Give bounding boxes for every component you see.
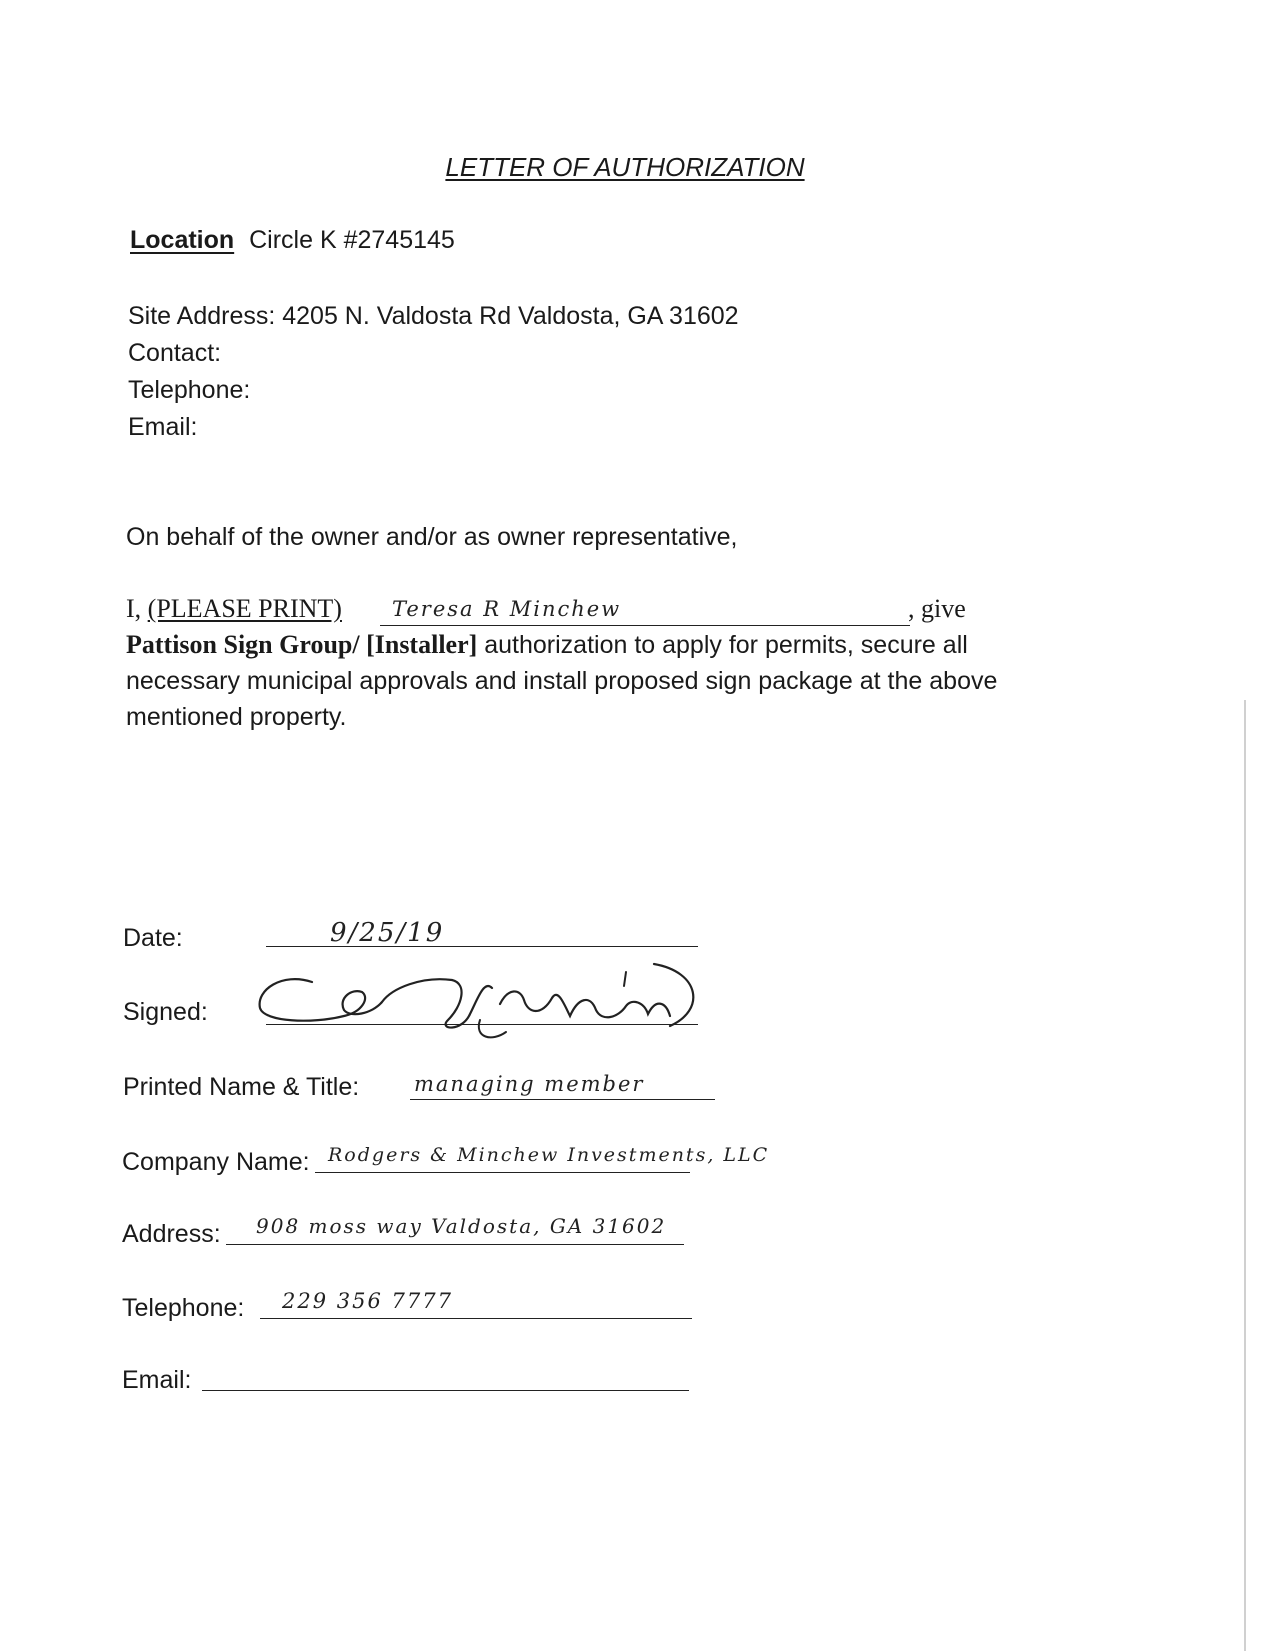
company-name-label: Company Name:	[122, 1148, 310, 1176]
location-value: Circle K #2745145	[249, 226, 455, 254]
give-text: , give	[908, 594, 966, 623]
page-edge-shadow	[1244, 700, 1246, 1651]
authorization-prefix	[126, 594, 342, 624]
document-title: LETTER OF AUTHORIZATION	[445, 152, 805, 182]
printed-name-line	[380, 625, 910, 626]
company-name-handwritten: Rodgers & Minchew Investments, LLC	[328, 1144, 770, 1166]
address-line	[226, 1244, 684, 1245]
date-handwritten: 9/25/19	[330, 918, 445, 948]
site-address: Site Address: 4205 N. Valdosta Rd Valdosta, GA 31602	[128, 302, 739, 330]
signed-label: Signed:	[123, 998, 208, 1026]
authorization-line-2: necessary municipal approvals and install proposed sign package at the above	[126, 667, 998, 695]
address-label: Address:	[122, 1220, 221, 1248]
please-print-label: (PLEASE PRINT)	[147, 594, 342, 623]
printed-name-handwritten: Teresa R Minchew	[392, 597, 622, 621]
authorization-text-1: authorization to apply for permits, secure all	[477, 631, 968, 659]
email-line	[202, 1390, 689, 1391]
location-row	[130, 226, 455, 255]
printed-title-label: Printed Name & Title:	[123, 1073, 360, 1101]
authorization-line-1	[126, 630, 968, 660]
email-label: Email:	[122, 1366, 192, 1394]
company-name-line	[315, 1172, 690, 1173]
behalf-statement: On behalf of the owner and/or as owner representative,	[126, 523, 738, 551]
authorization-i: I,	[126, 594, 148, 623]
telephone-label: Telephone:	[122, 1294, 245, 1322]
address-handwritten: 908 moss way Valdosta, GA 31602	[256, 1214, 667, 1238]
printed-title-line	[410, 1099, 715, 1100]
signature-image	[252, 958, 702, 1044]
printed-title-handwritten: managing member	[414, 1072, 645, 1096]
location-label: Location	[130, 226, 235, 254]
installer-company: Pattison Sign Group/ [Installer]	[126, 630, 478, 659]
authorization-line-3: mentioned property.	[126, 703, 347, 731]
date-label: Date:	[123, 924, 183, 952]
site-email-label: Email:	[128, 413, 198, 441]
site-contact-label: Contact:	[128, 339, 222, 367]
telephone-line	[260, 1318, 692, 1319]
telephone-handwritten: 229 356 7777	[282, 1289, 453, 1313]
site-telephone-label: Telephone:	[128, 376, 251, 404]
